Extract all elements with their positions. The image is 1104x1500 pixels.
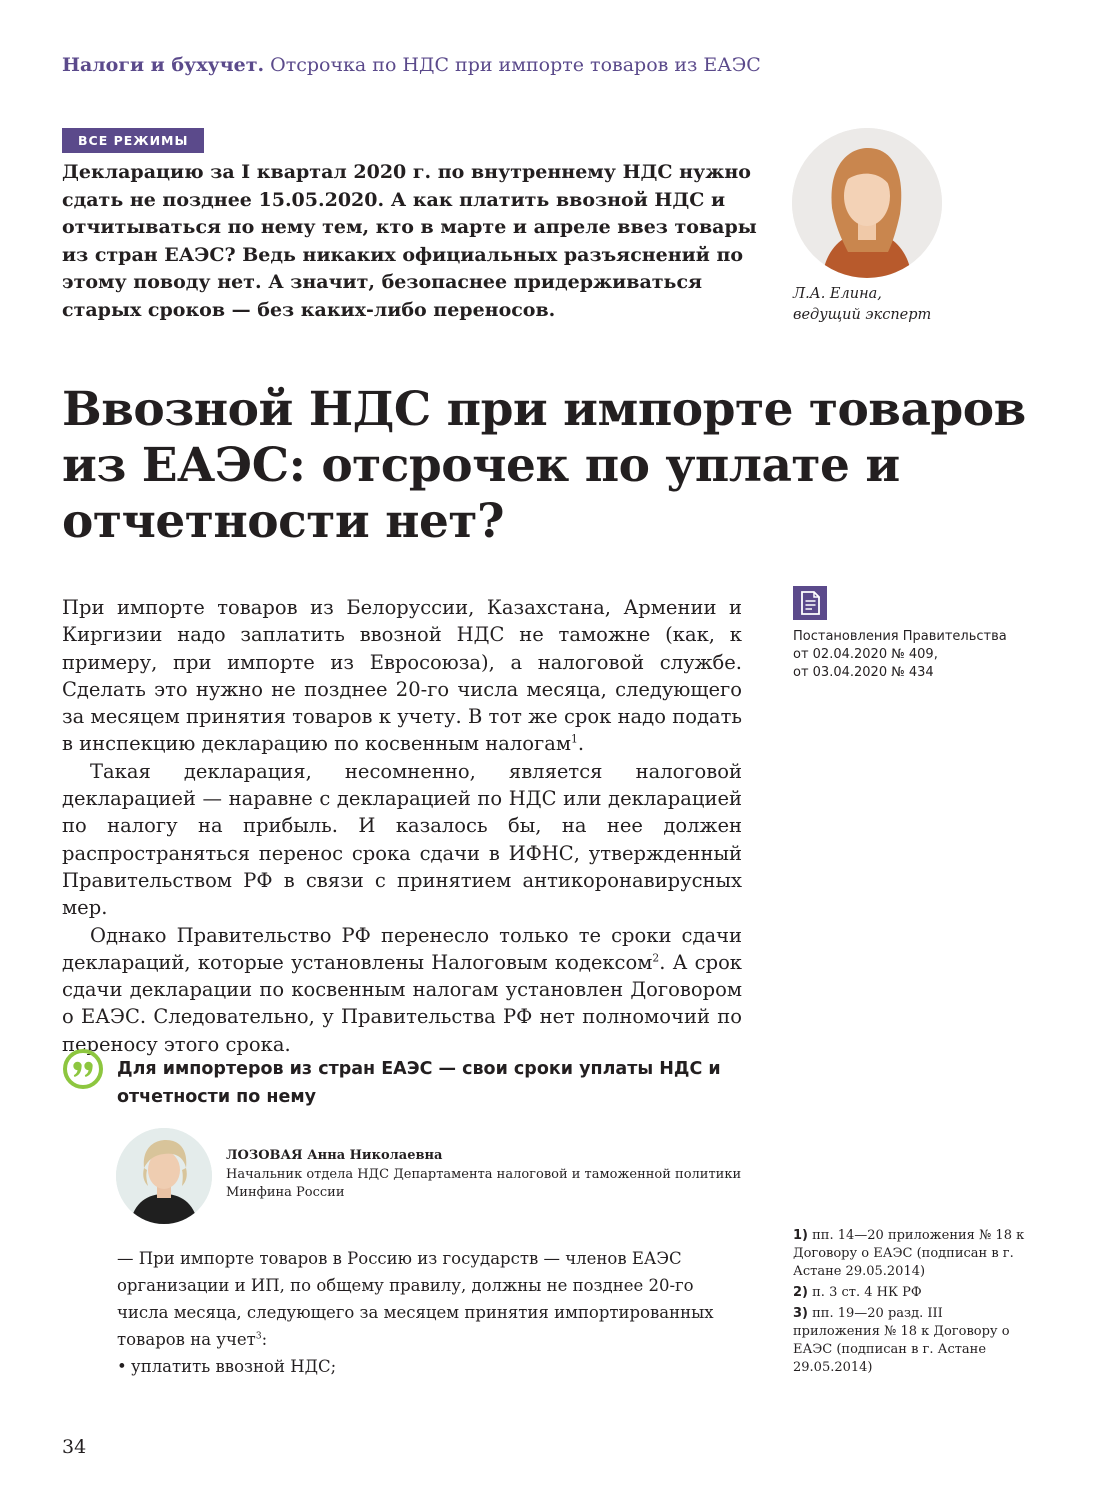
running-head-section: Налоги и бухучет. — [62, 54, 265, 76]
author-role: ведущий эксперт — [793, 307, 932, 323]
page-number: 34 — [62, 1436, 87, 1458]
footnote-1-number: 1) — [793, 1228, 808, 1243]
footnote-ref-3: 3 — [255, 1331, 262, 1342]
document-icon — [793, 586, 827, 620]
body-paragraph-3 — [62, 922, 742, 1058]
footnote-3-text: пп. 19—20 разд. III приложения № 18 к Договору о ЕАЭС (подписан в г. Астане 29.05.2014) — [793, 1306, 1010, 1375]
footnotes — [793, 1227, 1033, 1380]
author-photo — [792, 128, 942, 278]
body-p3-text-a: Однако Правительство РФ перенесло только те сроки сдачи деклараций, которые установлены Налоговым кодексом — [62, 923, 742, 974]
article-body — [62, 594, 742, 1058]
body-p1-end: . — [577, 732, 585, 756]
answer-paragraph — [117, 1245, 747, 1353]
expert-photo — [116, 1128, 212, 1224]
footnote-ref-1: 1 — [571, 732, 578, 746]
footnote-1 — [793, 1227, 1033, 1281]
body-paragraph-2: Такая декларация, несомненно, является налоговой декларацией — наравне с декларацией по НДС или декларацией по налогу на прибыль. И казалось бы, на нее должен распространяться перенос срока сдачи в ИФНС, утвержденный Правительством РФ в связи с принятием антикоронавирусных мер. — [62, 759, 742, 920]
answer-text-end: : — [261, 1330, 268, 1349]
running-head-topic: Отсрочка по НДС при импорте товаров из ЕАЭС — [270, 54, 761, 76]
lead-paragraph: Декларацию за I квартал 2020 г. по внутреннему НДС нужно сдать не позднее 15.05.2020. А как платить ввозной НДС и отчитываться по нему тем, кто в марте и апреле ввез товары из стран ЕАЭС? Ведь никаких официальных разъяснений по этому поводу нет. А значит, безопаснее придерживаться старых сроков — без каких-либо переносов. — [62, 161, 757, 321]
footnote-3-number: 3) — [793, 1306, 808, 1321]
answer-bullet-1: • уплатить ввозной НДС; — [117, 1353, 747, 1380]
footnote-2 — [793, 1284, 1033, 1302]
body-p1-text: При импорте товаров из Белоруссии, Казахстана, Армении и Киргизии надо заплатить ввозной НДС не таможне (как, к примеру, при импорте из Евросоюза), а налоговой службе. Сделать это нужно не позднее 20-го числа месяца, следующего за месяцем принятия товаров к учету. В тот же срок надо подать в инспекцию декларацию по косвенным налогам — [62, 596, 742, 756]
sidenote-line-1: Постановления Правительства — [793, 629, 1007, 644]
answer-text: — При импорте товаров в Россию из государств — членов ЕАЭС организации и ИП, по общему правилу, должны не позднее 20-го числа месяца, следующего за месяцем принятия импортированных товаров на учет — [117, 1249, 714, 1349]
answer-list — [117, 1353, 747, 1380]
expert-name: ЛОЗОВАЯ Анна Николаевна — [226, 1148, 443, 1163]
sidenote-line-3: от 03.04.2020 № 434 — [793, 665, 934, 680]
expert-position: Начальник отдела НДС Департамента налоговой и таможенной политики Минфина России — [226, 1166, 742, 1200]
footnote-ref-2: 2 — [652, 951, 660, 965]
interview-title: Для импортеров из стран ЕАЭС — свои сроки уплаты НДС и отчетности по нему — [117, 1059, 721, 1107]
footnote-2-number: 2) — [793, 1285, 808, 1300]
footnote-2-text: п. 3 ст. 4 НК РФ — [812, 1285, 922, 1300]
body-paragraph-1 — [62, 594, 742, 758]
resolutions-sidenote — [793, 628, 1033, 682]
body-p3-text-b: . А срок сдачи декларации по косвенным налогам установлен Договором о ЕАЭС. Следовательно, у Правительства РФ нет полномочий по переносу этого срока. — [62, 950, 742, 1056]
expert-answer — [117, 1245, 747, 1380]
footnote-1-text: пп. 14—20 приложения № 18 к Договору о ЕАЭС (подписан в г. Астане 29.05.2014) — [793, 1228, 1025, 1279]
author-caption — [793, 284, 931, 326]
regime-tag: ВСЕ РЕЖИМЫ — [62, 128, 204, 153]
sidenote-line-2: от 02.04.2020 № 409, — [793, 647, 938, 662]
quote-icon — [62, 1048, 104, 1090]
expert-info — [226, 1147, 766, 1203]
footnote-3 — [793, 1305, 1033, 1377]
running-head — [62, 54, 761, 76]
author-name: Л.А. Елина, — [793, 286, 882, 302]
article-headline: Ввозной НДС при импорте товаров из ЕАЭС: отсрочек по уплате и отчетности нет? — [62, 382, 1026, 549]
